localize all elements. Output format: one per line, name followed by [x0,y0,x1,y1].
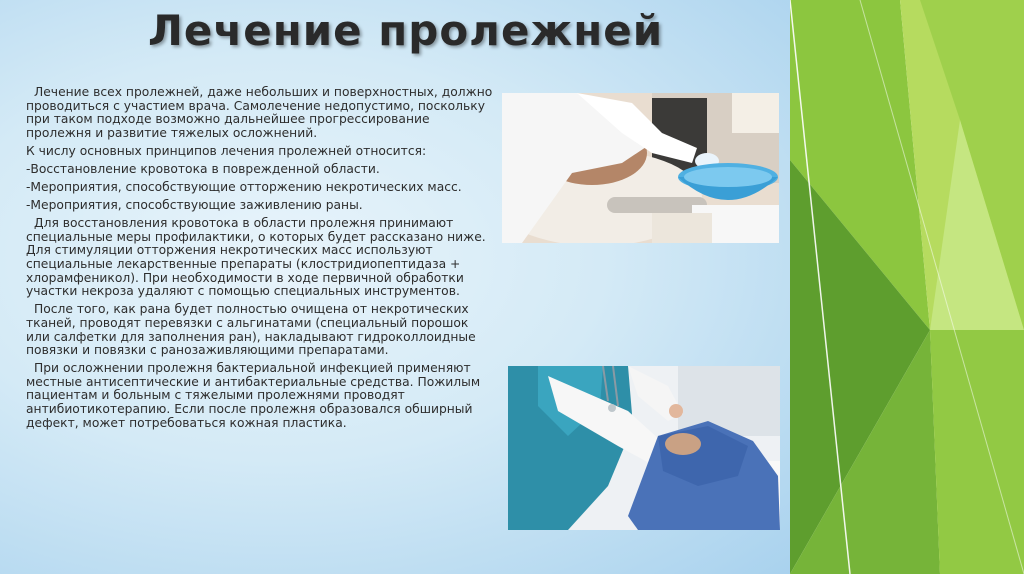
paragraph-principle-healing: -Мероприятия, способствующие заживлению раны. [26,198,363,213]
paragraph-blood-flow-measures: Для восстановления кровотока в области пролежня принимают специальные меры профилактики, о которых будет рассказано ниже. Для стимуляции отторжения некротических масс используют специальные лекарственные препараты (клостридиопептидаза + хлорамфеникол). При необходимости в ходе первичной обработки участки некроза удаляют с помощью специальных инструментов. [26,216,486,299]
paragraph-principle-necrosis: -Мероприятия, способствующие отторжению некротических масс. [26,180,462,195]
decorative-green-panel [790,0,1024,574]
slide-title: Лечение пролежней [148,6,664,55]
slide-body-text [26,86,494,435]
paragraph-dressings: После того, как рана будет полностью очищена от некротических тканей, проводят перевязки с альгинатами (специальный порошок или салфетки для заполнения ран), накладывают гидроколлоидные повязки и повязки с ранозаживляющими препаратами. [26,302,476,358]
paragraph-principle-blood-flow: -Восстановление кровотока в поврежденной области. [26,161,380,176]
paragraph-intro: Лечение всех пролежней, даже небольших и поверхностных, должно проводиться с участием врача. Самолечение недопустимо, поскольку при таком подходе возможно дальнейшее прогрессирование пролежня и развитие тяжелых осложнений. [26,85,493,140]
paragraph-infection: При осложнении пролежня бактериальной инфекцией применяют местные антисептические и антибактериальные средства. Пожилым пациентам и больным с тяжелыми пролежнями проводят антибиотикотерапию. Если после пролежня образовался обширный дефект, может потребоваться кожная пластика. [26,361,481,430]
photo-nurse-turning-patient [508,366,780,530]
photo-nurse-washing-patient [502,93,779,243]
paragraph-principles-heading: К числу основных принципов лечения пролежней относится: [26,143,427,158]
